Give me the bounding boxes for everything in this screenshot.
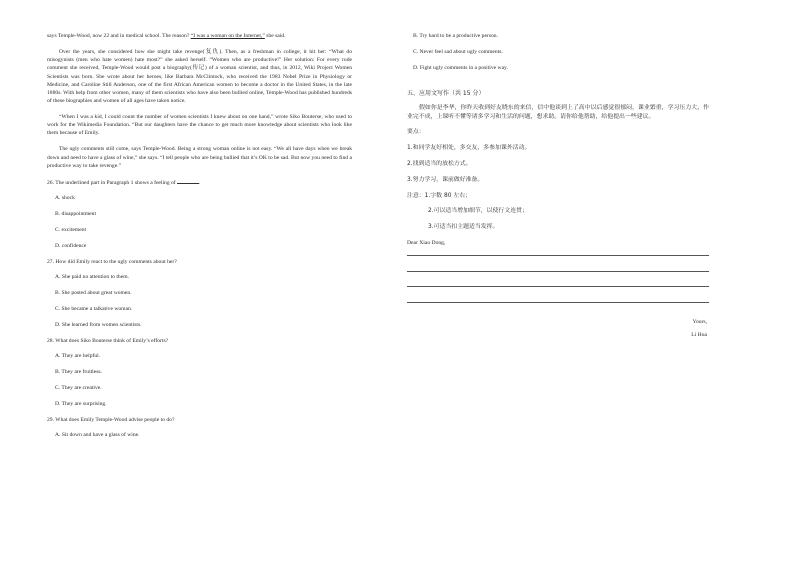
writing-section (407, 90, 709, 232)
writing-line[interactable] (407, 302, 709, 303)
question-28-option-b: B. They are fruitless. (55, 369, 102, 376)
question-29-option-d: D. Fight ugly comments in a positive way. (413, 64, 508, 71)
writing-point: 1.和同学友好相处，多交友，多参加课外活动。 (407, 145, 531, 152)
question-26-option-a: A. shock (55, 195, 75, 202)
right-column (407, 32, 709, 344)
passage-paragraph: says Temple-Wood, now 22 and in medical school. The reason? “I was a woman on the Internet,” she said. (47, 33, 286, 39)
letter-closing: Yours, (692, 318, 707, 325)
writing-line[interactable] (407, 255, 709, 256)
writing-line[interactable] (407, 286, 709, 287)
question-26-option-d: D. confidence (55, 242, 87, 249)
question-28-stem: 28. What does Siko Bouterse think of Emily’s efforts? (47, 337, 169, 344)
letter-salutation: Dear Xiao Dong, (407, 239, 446, 246)
writing-section-title: 五、应用文写作（共 15 分） (407, 89, 485, 97)
question-27-option-d: D. She learned from women scientists. (55, 321, 142, 328)
question-29-option-b: B. Try hard to be a productive person. (413, 33, 498, 39)
question-26-option-b: B. disappointment (55, 211, 97, 218)
question-28-option-a: A. They are helpful. (55, 353, 101, 360)
question-27-option-a: A. She paid no attention to them. (55, 274, 129, 281)
question-27-stem: 27. How did Emily react to the ugly comments about her? (47, 258, 177, 265)
underlined-phrase: “I was a woman on the Internet,” (190, 33, 265, 39)
passage-paragraph: Over the years, she considered how she might take revenge(复仇). Then, as a freshman in college, it hit her: “What do misogynists (men who hate women) hate most?” she asked herself. “Women who are productive!” Her solution: For every rude comment she received, Temple-Wood would post a biography(传记) of a woman scientist, and thus, in 2012, Wiki Project Women Scientists was born. She wrote about her heroes, like Barbara McClintock, who received the 1983 Nobel Prize in Physiology or Medicine, and Caroline Still Anderson, one of the first African American women to become a doctor in the United States, in the late 1880s. With help from other women, many of them scientists who have also been bullied online, Temple-Wood has published hundreds of these biographies and women of all ages have taken notice. (47, 48, 352, 105)
passage-paragraph: “When I was a kid, I could count the number of women scientists I knew about on one hand,” wrote Siko Bouterse, who used to work for the Wikimedia Foundation. “But our daughters have the chance to get much more knowledge about scientists who look like them because of Emily. (47, 114, 352, 137)
question-27-option-b: B. She posted about great women. (55, 290, 132, 297)
writing-note: 注意：1.字数 80 左右； (407, 192, 471, 199)
writing-point: 3.努力学习，课前做好准备。 (407, 176, 484, 183)
passage-paragraph: The ugly comments still come, says Temple-Wood. Being a strong woman online is not easy. “We all have days when we break down and need to have a glass of wine,” she says. “I tell people who are being bullied that it’s OK to be sad. But now you need to find a productive way to take revenge.” (47, 146, 352, 169)
writing-line[interactable] (407, 271, 709, 272)
question-28-option-c: C. They are creative. (55, 384, 102, 391)
writing-points-title: 要点： (407, 129, 425, 136)
writing-note: 2.可以适当增加细节，以使行文连贯； (428, 208, 528, 215)
left-column (47, 32, 352, 447)
question-28-option-d: D. They are surprising. (55, 400, 107, 407)
question-29-option-c: C. Never feel sad about ugly comments. (413, 48, 503, 55)
letter-signature: Li Hua (691, 331, 707, 338)
question-26-stem: 26. The underlined part in Paragraph 1 shows a feeling of . (47, 179, 201, 186)
writing-prompt: 假如你是李华，你昨天收到好友晓东的来信，信中他谈到上了高中以后感觉很郁闷，课业繁重，学习压力大，作业完不成，上课听不懂等诸多学习和生活的问题，想求助。请你给他帮助，给他提出一些建议。 (407, 105, 709, 120)
writing-note: 3.可适当扣主题适当发挥。 (428, 224, 499, 231)
question-27-option-c: C. She became a talkative woman. (55, 305, 133, 312)
question-29-stem: 29. What does Emily Temple-Wood advise people to do? (47, 416, 175, 423)
answer-blank (177, 178, 199, 184)
question-26-option-c: C. excitement (55, 226, 87, 233)
writing-point: 2.找到适当的放松方式。 (407, 161, 472, 167)
question-29-option-a: A. Sit down and have a glass of wine. (55, 432, 140, 439)
writing-answer-area[interactable] (407, 255, 709, 303)
